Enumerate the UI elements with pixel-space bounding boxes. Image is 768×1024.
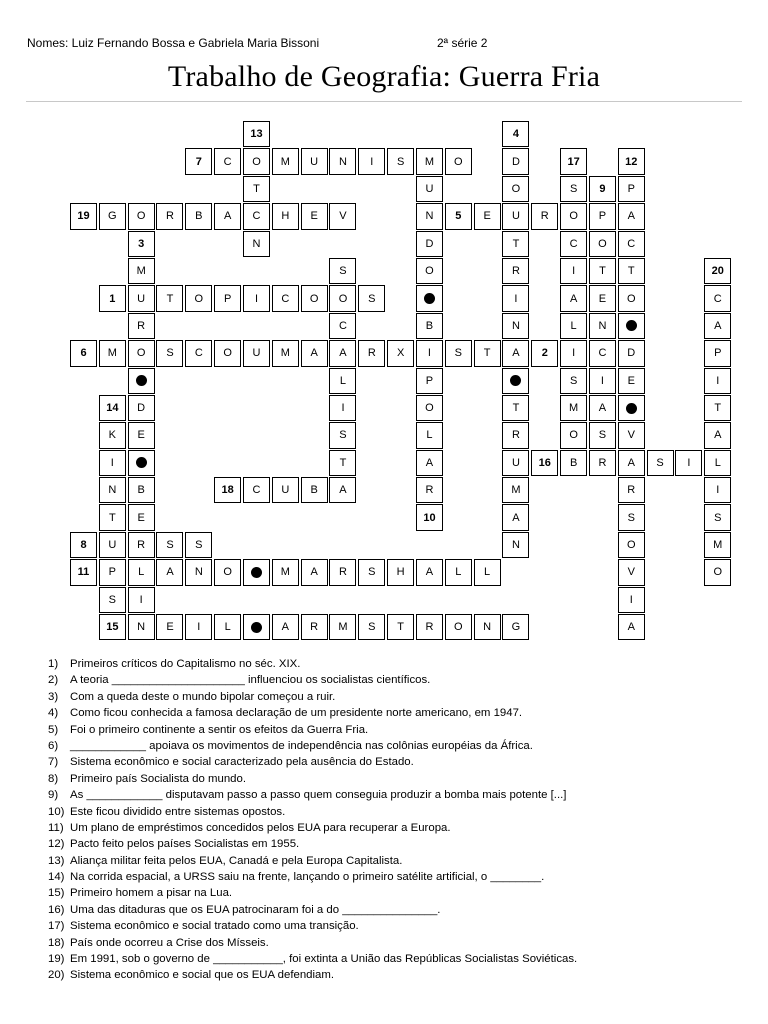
letter-cell: C: [214, 148, 241, 174]
letter-cell: D: [502, 148, 529, 174]
letter-cell: A: [329, 477, 356, 503]
letter-cell: I: [99, 450, 126, 476]
letter-cell: N: [502, 532, 529, 558]
letter-cell: N: [474, 614, 501, 640]
letter-cell: R: [329, 559, 356, 585]
letter-cell: C: [185, 340, 212, 366]
clue-text: Como ficou conhecida a famosa declaração de um presidente norte americano, em 1947.: [70, 707, 523, 720]
letter-cell: T: [502, 395, 529, 421]
letter-cell: V: [329, 203, 356, 229]
clue-number-cell: 11: [70, 559, 97, 585]
letter-cell: T: [474, 340, 501, 366]
letter-cell: P: [589, 203, 616, 229]
letter-cell: N: [243, 231, 270, 257]
clue-text: Foi o primeiro continente a sentir os efeitos da Guerra Fria.: [70, 723, 369, 736]
clue-number: 8): [48, 772, 59, 785]
clue-text: As ____________ disputavam passo a passo quem conseguia produzir a bomba mais potente [...]: [70, 789, 567, 802]
letter-cell: O: [560, 203, 587, 229]
clue-item: [48, 918, 748, 934]
letter-cell: V: [618, 559, 645, 585]
letter-cell: I: [704, 477, 731, 503]
letter-cell: U: [301, 148, 328, 174]
letter-cell: M: [272, 148, 299, 174]
clue-number: 20): [48, 969, 65, 982]
letter-cell: O: [445, 148, 472, 174]
letter-cell: C: [243, 477, 270, 503]
letter-cell: N: [589, 313, 616, 339]
letter-cell: B: [560, 450, 587, 476]
clue-item: [48, 820, 748, 836]
clue-item: [48, 853, 748, 869]
letter-cell: I: [185, 614, 212, 640]
letter-cell: I: [560, 340, 587, 366]
letter-cell: N: [416, 203, 443, 229]
letter-cell: A: [329, 340, 356, 366]
clue-number: 12): [48, 838, 65, 851]
letter-cell: O: [301, 285, 328, 311]
clue-text: Pacto feito pelos países Socialistas em 1955.: [70, 838, 300, 851]
clue-number-cell: 7: [185, 148, 212, 174]
letter-cell: R: [502, 258, 529, 284]
clue-number-cell: 2: [531, 340, 558, 366]
black-dot-cell: [243, 559, 270, 585]
letter-cell: O: [589, 231, 616, 257]
letter-cell: S: [358, 614, 385, 640]
letter-cell: N: [128, 614, 155, 640]
letter-cell: R: [618, 477, 645, 503]
letter-cell: O: [618, 285, 645, 311]
letter-cell: R: [416, 477, 443, 503]
filled-circle-icon: [251, 622, 262, 633]
letter-cell: I: [243, 285, 270, 311]
page-title: Trabalho de Geografia: Guerra Fria: [167, 60, 601, 93]
letter-cell: R: [156, 203, 183, 229]
letter-cell: T: [502, 231, 529, 257]
letter-cell: A: [301, 559, 328, 585]
clue-number: 13): [48, 854, 65, 867]
clue-list: [48, 656, 748, 984]
black-dot-cell: [502, 368, 529, 394]
letter-cell: X: [387, 340, 414, 366]
letter-cell: I: [128, 587, 155, 613]
letter-cell: T: [618, 258, 645, 284]
letter-cell: B: [128, 477, 155, 503]
letter-cell: H: [387, 559, 414, 585]
clue-text: A teoria _____________________ influenciou os socialistas científicos.: [70, 674, 431, 687]
clue-text: Sistema econômico e social que os EUA defendiam.: [70, 969, 335, 982]
letter-cell: A: [704, 313, 731, 339]
letter-cell: I: [589, 368, 616, 394]
clue-text: Primeiro homem a pisar na Lua.: [70, 887, 233, 900]
letter-cell: A: [560, 285, 587, 311]
clue-item: [48, 935, 748, 951]
letter-cell: I: [329, 395, 356, 421]
clue-number-cell: 4: [502, 121, 529, 147]
letter-cell: S: [704, 504, 731, 530]
clue-number-cell: 6: [70, 340, 97, 366]
letter-cell: U: [272, 477, 299, 503]
clue-number: 4): [48, 707, 59, 720]
black-dot-cell: [128, 450, 155, 476]
letter-cell: I: [416, 340, 443, 366]
letter-cell: U: [99, 532, 126, 558]
clue-item: [48, 705, 748, 721]
letter-cell: S: [589, 422, 616, 448]
clue-text: Em 1991, sob o governo de ___________, foi extinta a União das Repúblicas Socialistas Soviéticas.: [70, 953, 578, 966]
letter-cell: T: [704, 395, 731, 421]
letter-cell: O: [243, 148, 270, 174]
letter-cell: E: [589, 285, 616, 311]
clue-number-cell: 15: [99, 614, 126, 640]
letter-cell: D: [416, 231, 443, 257]
letter-cell: I: [358, 148, 385, 174]
letter-cell: A: [618, 614, 645, 640]
clue-number: 5): [48, 723, 59, 736]
letter-cell: L: [128, 559, 155, 585]
letter-cell: E: [474, 203, 501, 229]
letter-cell: M: [272, 559, 299, 585]
letter-cell: R: [502, 422, 529, 448]
letter-cell: A: [301, 340, 328, 366]
clue-number: 6): [48, 739, 59, 752]
clue-text: Uma das ditaduras que os EUA patrocinaram foi a do _______________.: [70, 903, 441, 916]
clue-item: [48, 885, 748, 901]
filled-circle-icon: [136, 375, 147, 386]
clue-text: Aliança militar feita pelos EUA, Canadá e pela Europa Capitalista.: [70, 854, 403, 867]
clue-text: País onde ocorreu a Crise dos Mísseis.: [70, 936, 269, 949]
letter-cell: R: [416, 614, 443, 640]
clue-number: 16): [48, 903, 65, 916]
clue-number: 11): [48, 821, 64, 834]
letter-cell: S: [358, 559, 385, 585]
clue-number-cell: 14: [99, 395, 126, 421]
clue-item: [48, 951, 748, 967]
clue-item: [48, 902, 748, 918]
letter-cell: M: [272, 340, 299, 366]
filled-circle-icon: [424, 293, 435, 304]
letter-cell: N: [99, 477, 126, 503]
letter-cell: V: [618, 422, 645, 448]
letter-cell: L: [329, 368, 356, 394]
clue-number-cell: 20: [704, 258, 731, 284]
letter-cell: C: [589, 340, 616, 366]
letter-cell: M: [128, 258, 155, 284]
filled-circle-icon: [136, 457, 147, 468]
letter-cell: M: [704, 532, 731, 558]
clue-text: Primeiros críticos do Capitalismo no séc. XIX.: [70, 658, 301, 670]
letter-cell: E: [301, 203, 328, 229]
letter-cell: U: [502, 450, 529, 476]
clue-number-cell: 19: [70, 203, 97, 229]
letter-cell: M: [560, 395, 587, 421]
letter-cell: R: [301, 614, 328, 640]
letter-cell: B: [416, 313, 443, 339]
letter-cell: P: [618, 176, 645, 202]
clue-text: Sistema econômico e social tratado como uma transição.: [70, 920, 359, 933]
letter-cell: O: [618, 532, 645, 558]
black-dot-cell: [128, 368, 155, 394]
letter-cell: A: [272, 614, 299, 640]
letter-cell: L: [214, 614, 241, 640]
letter-cell: U: [128, 285, 155, 311]
letter-cell: P: [704, 340, 731, 366]
letter-cell: C: [243, 203, 270, 229]
black-dot-cell: [618, 313, 645, 339]
clue-number-cell: 17: [560, 148, 587, 174]
clue-number: 19): [48, 953, 65, 966]
clue-text: Com a queda deste o mundo bipolar começou a ruir.: [70, 690, 336, 703]
letter-cell: R: [589, 450, 616, 476]
letter-cell: A: [502, 340, 529, 366]
clue-item: [48, 869, 748, 885]
letter-cell: A: [618, 450, 645, 476]
letter-cell: S: [560, 176, 587, 202]
letter-cell: R: [128, 532, 155, 558]
letter-cell: S: [99, 587, 126, 613]
letter-cell: L: [560, 313, 587, 339]
letter-cell: O: [185, 285, 212, 311]
clue-text: Sistema econômico e social caracterizado pela ausência do Estado.: [70, 756, 414, 769]
letter-cell: L: [704, 450, 731, 476]
clue-number: 1): [48, 658, 59, 670]
letter-cell: L: [416, 422, 443, 448]
clue-text: ____________ apoiava os movimentos de independência nas colônias européias da África.: [70, 739, 533, 752]
letter-cell: O: [214, 340, 241, 366]
filled-circle-icon: [510, 375, 521, 386]
letter-cell: S: [560, 368, 587, 394]
letter-cell: G: [99, 203, 126, 229]
clue-item: [48, 689, 748, 705]
clue-number: 2): [48, 674, 59, 687]
letter-cell: O: [560, 422, 587, 448]
letter-cell: S: [647, 450, 674, 476]
letter-cell: L: [445, 559, 472, 585]
letter-cell: S: [156, 532, 183, 558]
letter-cell: A: [704, 422, 731, 448]
letter-cell: O: [416, 395, 443, 421]
letter-cell: C: [329, 313, 356, 339]
letter-cell: M: [502, 477, 529, 503]
clue-text: Este ficou dividido entre sistemas opostos.: [70, 805, 286, 818]
clue-item: [48, 787, 748, 803]
filled-circle-icon: [626, 320, 637, 331]
letter-cell: M: [416, 148, 443, 174]
names-header: Nomes: Luiz Fernando Bossa e Gabriela Maria Bissoni: [27, 36, 320, 50]
letter-cell: D: [618, 340, 645, 366]
clue-number: 9): [48, 789, 59, 802]
letter-cell: I: [560, 258, 587, 284]
letter-cell: U: [416, 176, 443, 202]
letter-cell: O: [214, 559, 241, 585]
letter-cell: A: [589, 395, 616, 421]
letter-cell: U: [502, 203, 529, 229]
letter-cell: B: [301, 477, 328, 503]
clue-item: [48, 771, 748, 787]
letter-cell: T: [243, 176, 270, 202]
clue-text: Primeiro país Socialista do mundo.: [70, 772, 247, 785]
letter-cell: S: [618, 504, 645, 530]
letter-cell: O: [128, 203, 155, 229]
clue-item: [48, 836, 748, 852]
black-dot-cell: [416, 285, 443, 311]
letter-cell: S: [329, 422, 356, 448]
letter-cell: O: [416, 258, 443, 284]
letter-cell: A: [416, 559, 443, 585]
letter-cell: C: [618, 231, 645, 257]
letter-cell: N: [502, 313, 529, 339]
letter-cell: O: [704, 559, 731, 585]
letter-cell: S: [445, 340, 472, 366]
clue-number: 3): [48, 690, 59, 703]
clue-number-cell: 8: [70, 532, 97, 558]
letter-cell: A: [416, 450, 443, 476]
letter-cell: N: [329, 148, 356, 174]
clue-number: 7): [48, 756, 59, 769]
clue-number: 18): [48, 936, 65, 949]
letter-cell: S: [387, 148, 414, 174]
letter-cell: S: [358, 285, 385, 311]
clue-number-cell: 3: [128, 231, 155, 257]
black-dot-cell: [243, 614, 270, 640]
letter-cell: C: [560, 231, 587, 257]
letter-cell: I: [704, 368, 731, 394]
clue-number-cell: 10: [416, 504, 443, 530]
clue-number-cell: 1: [99, 285, 126, 311]
clue-number: 17): [48, 920, 65, 933]
letter-cell: E: [128, 504, 155, 530]
clue-item: [48, 754, 748, 770]
letter-cell: S: [156, 340, 183, 366]
clue-number-cell: 16: [531, 450, 558, 476]
letter-cell: M: [329, 614, 356, 640]
clue-text: Na corrida espacial, a URSS saiu na frente, lançando o primeiro satélite artificial, o ________.: [70, 871, 545, 884]
letter-cell: G: [502, 614, 529, 640]
letter-cell: S: [329, 258, 356, 284]
letter-cell: K: [99, 422, 126, 448]
clue-item: [48, 722, 748, 738]
black-dot-cell: [618, 395, 645, 421]
letter-cell: R: [531, 203, 558, 229]
letter-cell: T: [387, 614, 414, 640]
letter-cell: R: [128, 313, 155, 339]
clue-number-cell: 12: [618, 148, 645, 174]
clue-text: Um plano de empréstimos concedidos pelos EUA para recuperar a Europa.: [70, 821, 451, 834]
filled-circle-icon: [251, 567, 262, 578]
letter-cell: I: [675, 450, 702, 476]
letter-cell: P: [99, 559, 126, 585]
class-label: 2ª série 2: [437, 36, 488, 50]
clue-item: [48, 672, 748, 688]
letter-cell: I: [618, 587, 645, 613]
letter-cell: T: [329, 450, 356, 476]
letter-cell: O: [502, 176, 529, 202]
clue-number: 14): [48, 871, 65, 884]
clue-number-cell: 18: [214, 477, 241, 503]
letter-cell: M: [99, 340, 126, 366]
letter-cell: E: [128, 422, 155, 448]
letter-cell: A: [618, 203, 645, 229]
letter-cell: N: [185, 559, 212, 585]
filled-circle-icon: [626, 403, 637, 414]
letter-cell: T: [99, 504, 126, 530]
clue-number: 15): [48, 887, 65, 900]
letter-cell: S: [185, 532, 212, 558]
letter-cell: C: [704, 285, 731, 311]
letter-cell: L: [474, 559, 501, 585]
letter-cell: D: [128, 395, 155, 421]
letter-cell: T: [156, 285, 183, 311]
letter-cell: O: [329, 285, 356, 311]
clue-item: [48, 738, 748, 754]
letter-cell: E: [618, 368, 645, 394]
clue-number-cell: 13: [243, 121, 270, 147]
letter-cell: B: [185, 203, 212, 229]
letter-cell: P: [416, 368, 443, 394]
letter-cell: O: [128, 340, 155, 366]
clue-number-cell: 5: [445, 203, 472, 229]
letter-cell: R: [358, 340, 385, 366]
letter-cell: A: [214, 203, 241, 229]
clue-item: [48, 656, 748, 672]
letter-cell: O: [445, 614, 472, 640]
letter-cell: A: [502, 504, 529, 530]
clue-number-cell: 9: [589, 176, 616, 202]
letter-cell: P: [214, 285, 241, 311]
letter-cell: E: [156, 614, 183, 640]
letter-cell: H: [272, 203, 299, 229]
clue-item: [48, 967, 748, 983]
clue-item: [48, 804, 748, 820]
letter-cell: U: [243, 340, 270, 366]
clue-number: 10): [48, 805, 65, 818]
letter-cell: I: [502, 285, 529, 311]
letter-cell: A: [156, 559, 183, 585]
letter-cell: C: [272, 285, 299, 311]
letter-cell: T: [589, 258, 616, 284]
